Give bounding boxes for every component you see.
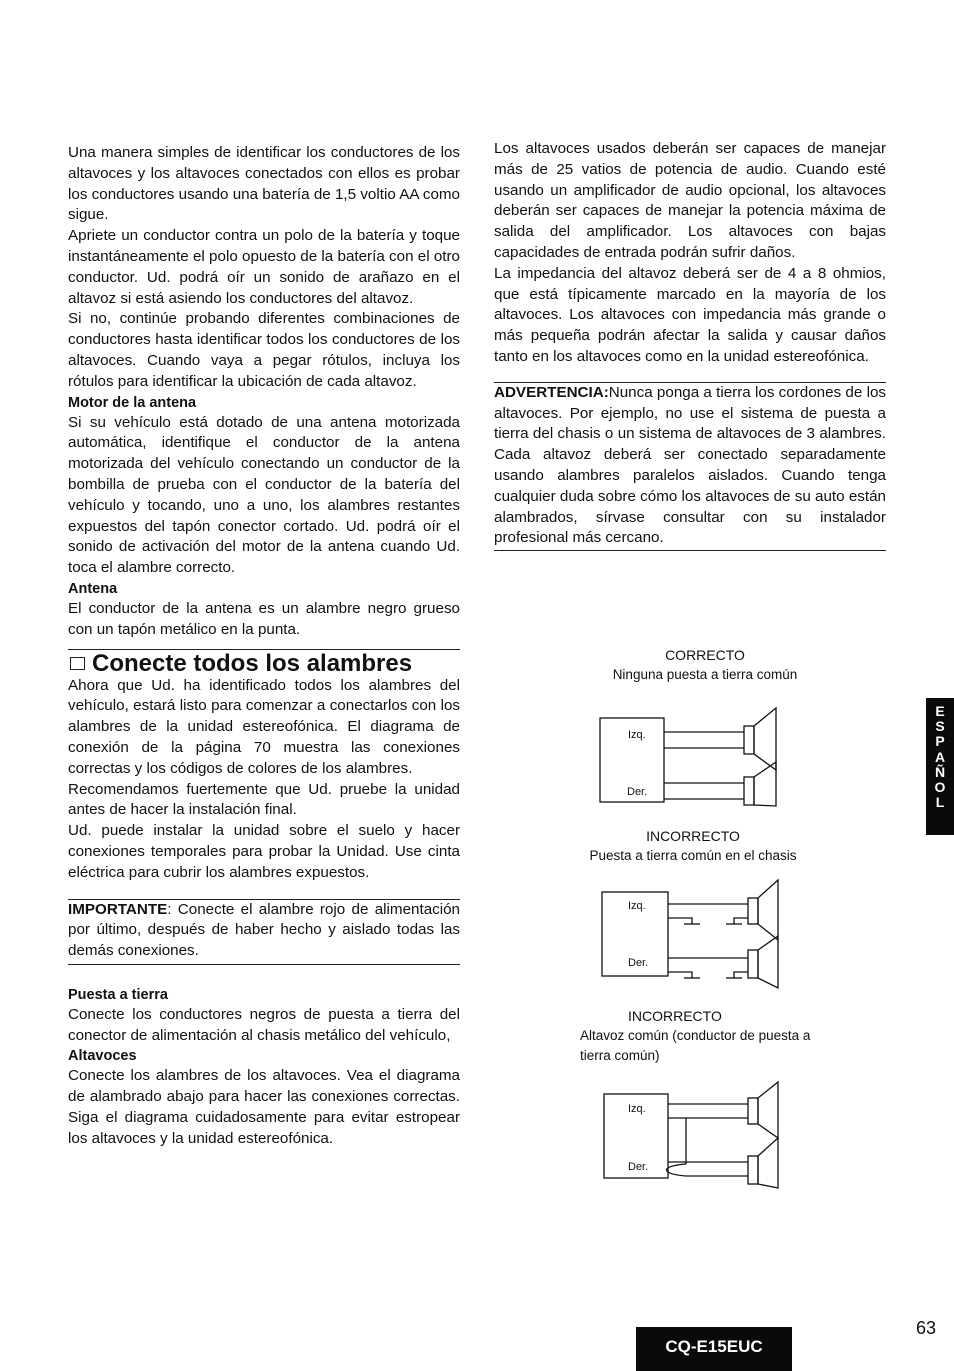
section-paragraph-2: Recomendamos fuertemente que Ud. pruebe la unidad antes de hacer la instalación final.	[68, 780, 460, 819]
page-number: 63	[916, 1318, 937, 1338]
divider	[494, 550, 886, 551]
label-izq: Izq.	[628, 729, 646, 741]
antena-paragraph: El conductor de la antena es un alambre negro grueso con un tapón metálico en la punta.	[68, 599, 460, 638]
label-der: Der.	[627, 786, 648, 798]
altavoces-heading: Altavoces	[68, 1048, 137, 1065]
checkbox-square-icon	[70, 657, 85, 670]
section-paragraph-3: Ud. puede instalar la unidad sobre el suelo y hacer conexiones temporales para probar la Unidad. Use cinta eléctrica para cubrir los alambres expuestos.	[68, 822, 460, 881]
tierra-paragraph: Conecte los conductores negros de puesta a tierra del conector de alimentación al chasis metálico del vehículo,	[68, 1005, 460, 1044]
label-izq: Izq.	[628, 1103, 646, 1115]
power-paragraph: Los altavoces usados deberán ser capaces de manejar más de 25 vatios de potencia de audio. Cuando esté usando un amplificador de audio opcional, los altavoces deberán ser capaces de manejar la potencia máxima de salida del amplificador. Los altavoces con bajas capacidades de entrada podrán sufrir daños.	[494, 140, 886, 261]
altavoces-paragraph: Conecte los alambres de los altavoces. Vea el diagrama de alambrado abajo para hacer las conexiones correctas. Siga el diagrama cuidadosamente para evitar estropear los altavoces y la unidad estereofónica.	[68, 1067, 460, 1147]
left-column	[68, 143, 460, 1150]
tierra-heading: Puesta a tierra	[68, 986, 168, 1003]
language-side-tab: E S P A Ñ O L	[926, 698, 954, 835]
motor-heading: Motor de la antena	[68, 394, 197, 411]
wiring-diagram-correct	[596, 702, 786, 808]
label-der: Der.	[628, 957, 649, 969]
divider	[68, 964, 460, 965]
motor-paragraph: Si su vehículo está dotado de una antena motorizada automática, identifique el conductor de la antena motorizada del vehículo conectando un conductor de la bombilla de prueba con el conductor de la batería del vehículo y tocando, uno a uno, los alambres restantes expuestos del tapón conector cortado. Ud. podrá oír el sonido de activación del motor de la antena cuando Ud. toca el alambre correcto.	[68, 413, 460, 577]
impedance-paragraph: La impedancia del altavoz deberá ser de 4 a 8 ohmios, que está típicamente marcado en la mayoría de los altavoces. Los altavoces con impedancia más grande o más pequeña podrán afectar la salida y causar daños tanto en los altavoces como en la unidad estereofónica.	[494, 264, 886, 365]
diagram-incorrecto-common-caption: INCORRECTO Altavoz común (conductor de puesta a tierra común)	[580, 1008, 811, 1063]
wiring-diagram-chassis-ground	[600, 878, 790, 990]
battery-test-paragraph: Apriete un conductor contra un polo de la batería y toque instantáneamente el polo opuesto de la batería con el otro conductor. Ud. podrá oír un sonido de arañazo en el altavoz si está asiendo los conductores del altavoz.	[68, 227, 460, 307]
antena-heading: Antena	[68, 580, 118, 597]
label-izq: Izq.	[628, 900, 646, 912]
diagram-correcto-caption: CORRECTO Ninguna puesta a tierra común	[612, 647, 798, 682]
label-der: Der.	[628, 1161, 649, 1173]
intro-paragraph: Una manera simples de identificar los conductores de los altavoces y los altavoces conectados con ellos es probar los conductores usando una batería de 1,5 voltio AA como sigue.	[68, 144, 460, 224]
right-column	[494, 139, 886, 551]
section-title: Conecte todos los alambres	[70, 652, 460, 676]
combinations-paragraph: Si no, continúe probando diferentes combinaciones de conductores hasta identificar todos los conductores de los altavoces. Cuando vaya a pegar rótulos, incluya los rótulos para identificar la ubicación de cada altavoz.	[68, 310, 460, 390]
advertencia-note: ADVERTENCIA:Nunca ponga a tierra los cordones de los altavoces. Por ejemplo, no use el sistema de puesta a tierra del chasis o un sistema de altavoces de 3 alambres. Cada altavoz deberá ser conectado separadamente usando alambres paralelos aislados. Cuando tenga cualquier duda sobre cómo los altavoces de su auto están alambrados, sírvase consultar con su instalador profesional más cercano.	[494, 383, 886, 547]
wiring-diagram-common-speaker	[600, 1078, 790, 1194]
section-paragraph-1: Ahora que Ud. ha identificado todos los alambres del vehículo, estará listo para comenzar a conectarlos con los alambres de la unidad estereofónica. El diagrama de conexión de la página 70 muestra las conexiones correctas y los códigos de colores de los alambres.	[68, 676, 460, 777]
importante-note: IMPORTANTE: Conecte el alambre rojo de alimentación por último, después de haber hecho y aislado todas las demás conexiones.	[68, 900, 460, 960]
model-number-badge: CQ-E15EUC	[636, 1327, 792, 1371]
diagram-incorrecto-chassis-caption: INCORRECTO Puesta a tierra común en el chasis	[589, 828, 797, 863]
